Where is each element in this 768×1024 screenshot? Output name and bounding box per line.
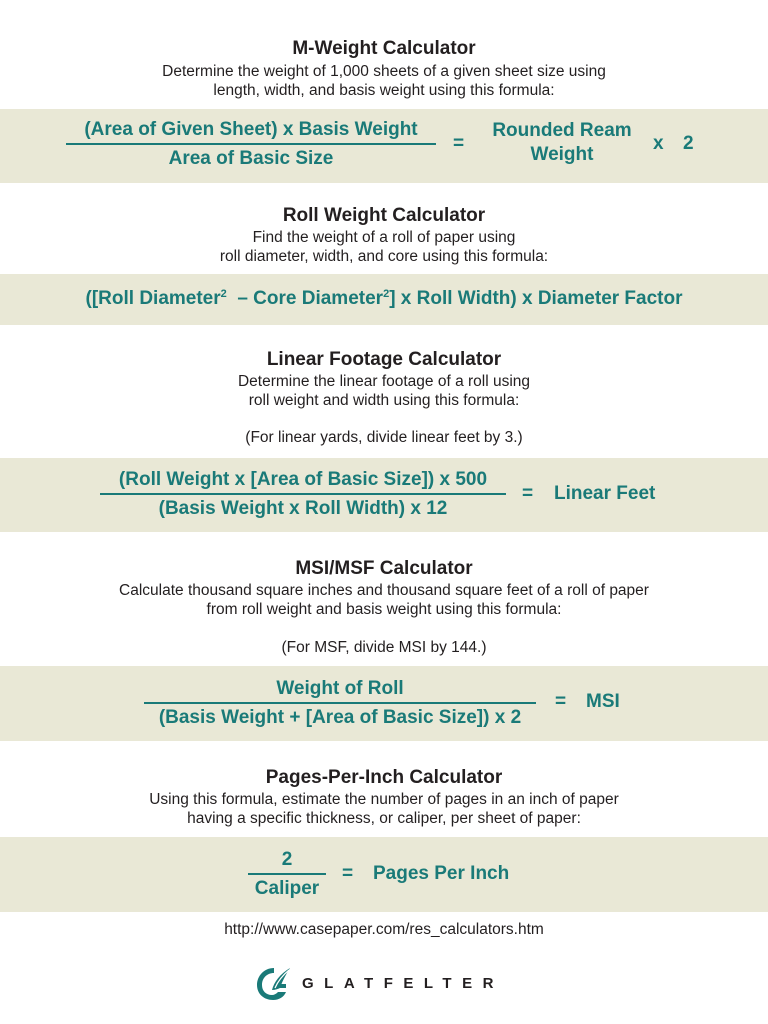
roll-formula-part3: ] x Roll Width) x Diameter Factor — [389, 288, 683, 309]
mweight-result-line2: Weight — [530, 144, 594, 165]
mweight-equals: = — [453, 133, 465, 154]
mweight-desc-line1: Determine the weight of 1,000 sheets of a given sheet size using — [162, 63, 606, 80]
mweight-fraction — [66, 118, 436, 171]
msi-formula-band — [0, 666, 768, 741]
msi-desc-line2: from roll weight and basis weight using this formula: — [206, 601, 562, 618]
ppi-desc-line2: having a specific thickness, or caliper, per sheet of paper: — [187, 810, 581, 827]
ppi-result: Pages Per Inch — [373, 863, 510, 884]
mweight-fraction-bar — [66, 143, 436, 145]
mweight-result — [482, 119, 642, 167]
brand-wordmark: GLATFELTER — [302, 975, 504, 992]
msi-note: (For MSF, divide MSI by 144.) — [281, 639, 487, 656]
linear-fraction — [100, 468, 506, 521]
ppi-equals: = — [342, 863, 354, 884]
linear-desc-line1: Determine the linear footage of a roll using — [237, 373, 531, 390]
mweight-formula-band — [0, 109, 768, 183]
linear-numerator: (Roll Weight x [Area of Basic Size]) x 500 — [118, 469, 488, 490]
linear-fraction-bar — [100, 493, 506, 495]
roll-title: Roll Weight Calculator — [282, 205, 486, 226]
roll-sup2: 2 — [383, 288, 390, 300]
roll-desc-line1: Find the weight of a roll of paper using — [252, 229, 516, 246]
linear-desc-line2: roll weight and width using this formula: — [248, 392, 520, 409]
msi-result: MSI — [586, 691, 620, 712]
linear-equals: = — [522, 483, 534, 504]
msi-equals: = — [555, 691, 567, 712]
mweight-title: M-Weight Calculator — [292, 38, 476, 59]
ppi-formula-band — [0, 837, 768, 912]
glatfelter-logo — [252, 962, 522, 1006]
mweight-result-line1: Rounded Ream — [492, 120, 632, 141]
roll-formula — [0, 288, 768, 310]
mweight-denominator: Area of Basic Size — [168, 147, 334, 169]
ppi-denominator: Caliper — [254, 877, 320, 899]
msi-desc-line1: Calculate thousand square inches and thousand square feet of a roll of paper — [119, 582, 649, 599]
roll-sup1: 2 — [220, 288, 227, 300]
linear-denominator: (Basis Weight x Roll Width) x 12 — [158, 497, 448, 519]
mweight-times: x — [653, 133, 664, 154]
linear-title: Linear Footage Calculator — [266, 349, 502, 370]
roll-formula-part2: – Core Diameter — [237, 288, 384, 309]
ppi-title: Pages-Per-Inch Calculator — [265, 767, 503, 788]
msi-denominator: (Basis Weight + [Area of Basic Size]) x 2 — [158, 706, 522, 728]
ppi-fraction — [248, 848, 326, 901]
roll-desc-line2: roll diameter, width, and core using this formula: — [219, 248, 549, 265]
roll-formula-band — [0, 274, 768, 325]
mweight-desc-line2: length, width, and basis weight using this formula: — [213, 82, 555, 99]
linear-note: (For linear yards, divide linear feet by 3.) — [245, 429, 523, 446]
source-url-link[interactable]: http://www.casepaper.com/res_calculators.htm — [224, 921, 544, 938]
msi-fraction-bar — [144, 702, 536, 704]
ppi-numerator: 2 — [281, 849, 293, 870]
glatfelter-leaf-logo-icon — [252, 962, 296, 1006]
linear-formula-band — [0, 458, 768, 532]
msi-numerator: Weight of Roll — [276, 678, 404, 699]
roll-formula-part1: ([Roll Diameter — [85, 288, 221, 309]
ppi-fraction-bar — [248, 873, 326, 875]
ppi-desc-line1: Using this formula, estimate the number of pages in an inch of paper — [149, 791, 619, 808]
linear-result: Linear Feet — [554, 483, 656, 504]
mweight-numerator: (Area of Given Sheet) x Basis Weight — [84, 119, 418, 140]
mweight-factor: 2 — [683, 133, 694, 154]
msi-fraction — [144, 677, 536, 730]
msi-title: MSI/MSF Calculator — [295, 558, 473, 579]
